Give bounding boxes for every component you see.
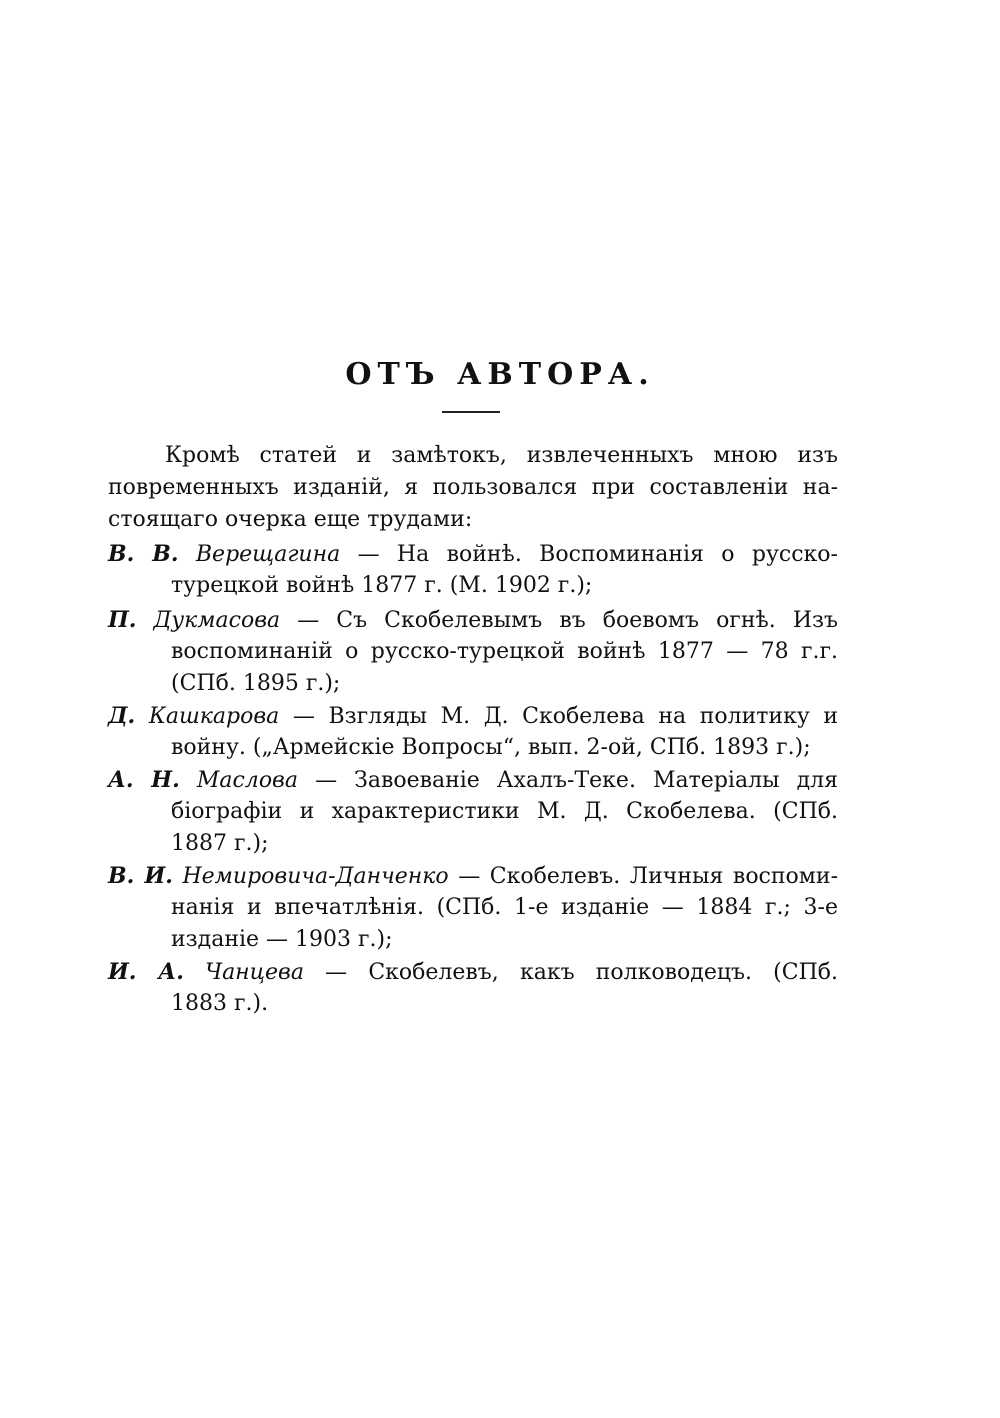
author-name: Маслова [196, 768, 298, 793]
entry-head-line [108, 700, 838, 732]
page-title: ОТЪ АВТОРА. [345, 357, 655, 392]
entry-head-line [108, 956, 838, 988]
entry-text: — Скобелевъ, какъ полководецъ. (СПб. [325, 960, 838, 985]
entry-continuation: нанія и впечатлѣнія. (СПб. 1-е изданіе — 1884 г.; 3-е [171, 895, 838, 920]
author-name: Кашкарова [148, 704, 280, 729]
entry-continuation: 1883 г.). [171, 991, 269, 1016]
entry-text: — Съ Скобелевымъ въ боевомъ огнѣ. Изъ [297, 608, 838, 633]
entry-continuation: біографіи и характеристики М. Д. Скобелева. (СПб. [171, 799, 838, 824]
entry-head-line [108, 538, 838, 570]
entry-continuation: 1887 г.); [171, 831, 269, 856]
entry-text: — Скобелевъ. Личныя воспоми- [458, 864, 838, 889]
entry-text: — Завоеваніе Ахалъ-Теке. Матеріалы для [315, 768, 839, 793]
entry-continuation: изданіе — 1903 г.); [171, 927, 393, 952]
intro-line: Кромѣ статей и замѣтокъ, извлеченныхъ мною изъ [165, 443, 838, 468]
entry-text: — На войнѣ. Воспоминанія о русско- [357, 542, 838, 567]
intro-paragraph [108, 440, 838, 536]
intro-line: повременныхъ изданій, я пользовался при составленіи на- [108, 475, 838, 500]
intro-line: стоящаго очерка еще трудами: [108, 507, 473, 532]
author-initials: П. [108, 607, 137, 633]
author-initials: В. И. [108, 863, 173, 889]
bibliography-entry [108, 700, 838, 764]
bibliography-entry [108, 764, 838, 860]
author-name: Немировича-Данченко [182, 864, 449, 889]
author-initials: Д. [108, 703, 136, 729]
author-initials: В. В. [108, 541, 179, 567]
title-divider [442, 411, 500, 413]
entry-text: — Взгляды М. Д. Скобелева на политику и [292, 704, 838, 729]
entry-head-line [108, 604, 838, 636]
entry-continuation: турецкой войнѣ 1877 г. (М. 1902 г.); [171, 573, 593, 598]
bibliography-entry [108, 860, 838, 956]
bibliography-entry [108, 538, 838, 602]
author-name: Чанцева [205, 960, 304, 985]
entry-head-line [108, 764, 838, 796]
author-initials: А. Н. [108, 767, 180, 793]
bibliography-entry [108, 604, 838, 700]
author-name: Дукмасова [153, 608, 281, 633]
author-name: Верещагина [195, 542, 341, 567]
bibliography-entry [108, 956, 838, 1020]
entry-continuation: воспоминаній о русско-турецкой войнѣ 1877 — 78 г.г. [171, 639, 838, 664]
entry-continuation: (СПб. 1895 г.); [171, 671, 341, 696]
author-initials: И. А. [108, 959, 184, 985]
entry-continuation: войну. („Армейскіе Вопросы“, вып. 2-ой, СПб. 1893 г.); [171, 735, 811, 760]
entry-head-line [108, 860, 838, 892]
